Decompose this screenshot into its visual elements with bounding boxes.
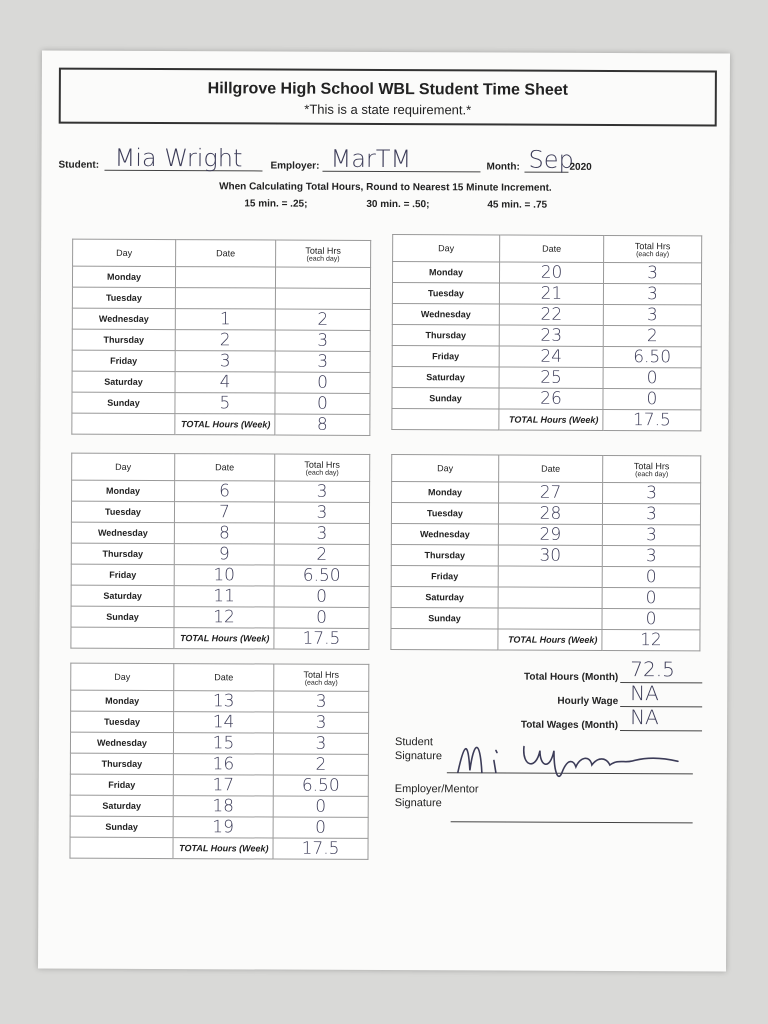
day-cell: Thursday bbox=[71, 543, 174, 564]
day-cell: Thursday bbox=[72, 329, 175, 350]
table-row bbox=[70, 774, 368, 796]
month-total-handwritten: 72.5 bbox=[630, 657, 675, 682]
date-cell[interactable]: 11 bbox=[174, 586, 274, 607]
date-header: Date bbox=[175, 454, 275, 481]
title-box bbox=[59, 68, 717, 127]
table-row bbox=[72, 350, 370, 372]
rounding-15: 15 min. = .25; bbox=[244, 198, 308, 210]
hours-cell[interactable]: 0 bbox=[275, 393, 370, 414]
hours-cell[interactable]: 6.50 bbox=[274, 565, 369, 586]
employer-signature-line[interactable] bbox=[451, 821, 693, 823]
table-row bbox=[392, 482, 701, 504]
hours-cell[interactable]: 3 bbox=[274, 502, 369, 523]
table-row bbox=[72, 371, 370, 393]
total-hrs-header: Total Hrs (each day) bbox=[604, 235, 702, 262]
hours-cell[interactable]: 3 bbox=[603, 283, 701, 304]
hours-cell[interactable]: 3 bbox=[274, 523, 369, 544]
date-cell[interactable]: 16 bbox=[173, 754, 273, 775]
month-total-row bbox=[419, 657, 702, 685]
total-hrs-header: Total Hrs (each day) bbox=[603, 455, 701, 482]
date-cell[interactable]: 14 bbox=[174, 712, 274, 733]
table-row bbox=[70, 816, 368, 838]
date-cell[interactable]: 28 bbox=[498, 503, 602, 524]
week-total-label: TOTAL Hours (Week) bbox=[173, 838, 273, 859]
rounding-30: 30 min. = .50; bbox=[366, 198, 430, 211]
week-total-row bbox=[72, 413, 370, 435]
month-total-label: Total Hours (Month) bbox=[524, 671, 619, 684]
day-cell: Tuesday bbox=[392, 283, 499, 304]
table-row bbox=[72, 287, 370, 309]
date-cell[interactable]: 23 bbox=[499, 325, 603, 346]
table-row bbox=[392, 325, 701, 347]
hours-cell[interactable]: 0 bbox=[603, 388, 701, 409]
hours-cell[interactable]: 0 bbox=[602, 608, 700, 629]
date-cell[interactable]: 1 bbox=[175, 309, 275, 330]
day-cell: Sunday bbox=[71, 606, 174, 627]
week-table-header bbox=[73, 239, 371, 267]
week-table-header bbox=[393, 235, 702, 263]
table-row bbox=[392, 304, 701, 326]
table-row bbox=[71, 585, 369, 607]
date-cell[interactable]: 18 bbox=[173, 796, 273, 817]
date-cell[interactable]: 27 bbox=[499, 482, 603, 503]
employer-signature-label-1: Employer/Mentor bbox=[394, 783, 479, 796]
day-cell: Monday bbox=[72, 266, 175, 287]
date-cell[interactable]: 5 bbox=[175, 393, 275, 414]
hourly-wage-row bbox=[419, 681, 702, 709]
table-row bbox=[72, 392, 370, 414]
student-signature-scribble bbox=[450, 726, 690, 787]
day-header: Day bbox=[72, 453, 175, 480]
day-cell: Sunday bbox=[392, 388, 499, 409]
total-wages-label: Total Wages (Month) bbox=[520, 719, 619, 732]
hours-cell[interactable]: 3 bbox=[602, 524, 700, 545]
rounding-note: When Calculating Total Hours, Round to Nearest 15 Minute Increment. bbox=[219, 181, 552, 194]
table-row bbox=[391, 608, 700, 630]
total-wages-handwritten: NA bbox=[630, 705, 659, 730]
week-total-row bbox=[71, 627, 369, 649]
week-total-value[interactable]: 17.5 bbox=[274, 628, 369, 649]
week-table-3 bbox=[70, 453, 370, 650]
hourly-wage-handwritten: NA bbox=[630, 681, 659, 706]
day-cell: Friday bbox=[391, 566, 498, 587]
date-cell[interactable]: 22 bbox=[499, 304, 603, 325]
table-row bbox=[391, 503, 700, 525]
table-row bbox=[391, 587, 700, 609]
date-cell[interactable]: 15 bbox=[173, 733, 273, 754]
hours-cell[interactable]: 3 bbox=[603, 262, 701, 283]
employer-signature-block bbox=[395, 783, 479, 809]
date-cell[interactable]: 10 bbox=[174, 565, 274, 586]
table-row bbox=[70, 753, 368, 775]
day-cell: Monday bbox=[72, 480, 175, 501]
week-total-spacer bbox=[71, 627, 174, 648]
date-cell[interactable]: 2 bbox=[175, 330, 275, 351]
date-cell[interactable]: 20 bbox=[499, 262, 603, 283]
week-total-row bbox=[70, 837, 368, 859]
day-cell: Thursday bbox=[391, 545, 498, 566]
date-cell[interactable] bbox=[175, 267, 275, 288]
hours-cell[interactable]: 3 bbox=[273, 733, 368, 754]
week-total-value[interactable]: 17.5 bbox=[603, 409, 701, 430]
hours-cell[interactable]: 3 bbox=[603, 304, 701, 325]
week-total-value[interactable]: 8 bbox=[275, 414, 370, 435]
week-total-label: TOTAL Hours (Week) bbox=[499, 409, 603, 430]
hours-cell[interactable]: 0 bbox=[602, 566, 700, 587]
date-header: Date bbox=[499, 455, 603, 482]
hours-cell[interactable] bbox=[275, 267, 370, 288]
month-label: Month: bbox=[486, 161, 520, 173]
week-table-header bbox=[392, 455, 701, 483]
hours-cell[interactable]: 3 bbox=[275, 330, 370, 351]
day-cell: Thursday bbox=[392, 325, 499, 346]
day-cell: Tuesday bbox=[71, 711, 174, 732]
table-row bbox=[391, 545, 700, 567]
day-cell: Friday bbox=[72, 350, 175, 371]
day-cell: Thursday bbox=[70, 753, 173, 774]
student-signature-label-2: Signature bbox=[394, 750, 443, 763]
hourly-wage-label: Hourly Wage bbox=[557, 695, 619, 708]
day-cell: Saturday bbox=[391, 587, 498, 608]
table-row bbox=[392, 262, 701, 284]
week-table-4 bbox=[390, 454, 701, 651]
table-row bbox=[70, 795, 368, 817]
hours-cell[interactable]: 0 bbox=[275, 372, 370, 393]
table-row bbox=[392, 367, 701, 389]
hours-cell[interactable]: 0 bbox=[274, 586, 369, 607]
hours-cell[interactable]: 3 bbox=[275, 481, 370, 502]
hours-cell[interactable]: 2 bbox=[603, 325, 701, 346]
day-cell: Friday bbox=[70, 774, 173, 795]
hours-cell[interactable]: 3 bbox=[602, 545, 700, 566]
hours-cell[interactable]: 2 bbox=[273, 754, 368, 775]
day-cell: Saturday bbox=[392, 367, 499, 388]
date-cell[interactable]: 8 bbox=[174, 523, 274, 544]
table-row bbox=[71, 564, 369, 586]
day-cell: Saturday bbox=[72, 371, 175, 392]
day-cell: Tuesday bbox=[72, 287, 175, 308]
day-cell: Friday bbox=[71, 564, 174, 585]
date-cell[interactable]: 25 bbox=[499, 367, 603, 388]
day-cell: Wednesday bbox=[391, 524, 498, 545]
week-total-spacer bbox=[392, 409, 499, 430]
date-cell[interactable] bbox=[498, 566, 602, 587]
year-value: 2020 bbox=[569, 161, 592, 173]
date-header: Date bbox=[174, 664, 274, 691]
week-table-5 bbox=[69, 663, 369, 860]
date-cell[interactable]: 9 bbox=[174, 544, 274, 565]
day-header: Day bbox=[392, 455, 499, 482]
time-sheet-page bbox=[38, 51, 730, 972]
rounding-45: 45 min. = .75 bbox=[487, 199, 548, 211]
week-total-value[interactable]: 17.5 bbox=[273, 838, 368, 859]
page-subtitle: *This is a state requirement.* bbox=[304, 101, 472, 118]
employer-label: Employer: bbox=[270, 160, 320, 172]
date-cell[interactable]: 26 bbox=[499, 388, 603, 409]
total-hrs-header: Total Hrs (each day) bbox=[276, 240, 371, 267]
hours-cell[interactable]: 3 bbox=[602, 503, 700, 524]
hours-cell[interactable]: 0 bbox=[274, 607, 369, 628]
week-total-label: TOTAL Hours (Week) bbox=[175, 414, 275, 435]
employer-name-handwritten: MarTM bbox=[330, 144, 412, 174]
table-row bbox=[71, 606, 369, 628]
table-row bbox=[71, 711, 369, 733]
date-cell[interactable]: 7 bbox=[174, 502, 274, 523]
page-title: Hillgrove High School WBL Student Time Sheet bbox=[207, 80, 569, 99]
day-cell: Saturday bbox=[71, 585, 174, 606]
hours-cell[interactable]: 0 bbox=[273, 796, 368, 817]
student-signature-block bbox=[395, 736, 442, 762]
date-cell[interactable]: 6 bbox=[175, 481, 275, 502]
week-total-label: TOTAL Hours (Week) bbox=[174, 628, 274, 649]
date-cell[interactable] bbox=[175, 288, 275, 309]
total-hrs-header: Total Hrs (each day) bbox=[274, 664, 369, 691]
table-row bbox=[392, 388, 701, 410]
table-row bbox=[71, 501, 369, 523]
student-label: Student: bbox=[58, 159, 100, 171]
day-cell: Wednesday bbox=[392, 304, 499, 325]
date-cell[interactable] bbox=[498, 587, 602, 608]
day-cell: Wednesday bbox=[70, 732, 173, 753]
week-total-row bbox=[392, 409, 701, 431]
date-cell[interactable]: 30 bbox=[498, 545, 602, 566]
hours-cell[interactable]: 2 bbox=[274, 544, 369, 565]
student-name-handwritten: Mia Wright bbox=[114, 143, 243, 173]
employer-signature-label-2: Signature bbox=[394, 797, 442, 810]
table-row bbox=[391, 524, 700, 546]
day-cell: Friday bbox=[392, 346, 499, 367]
date-cell[interactable]: 4 bbox=[175, 372, 275, 393]
day-cell: Tuesday bbox=[71, 501, 174, 522]
week-total-row bbox=[391, 629, 700, 651]
table-row bbox=[72, 329, 370, 351]
hours-cell[interactable] bbox=[275, 288, 370, 309]
table-row bbox=[72, 266, 370, 288]
table-row bbox=[71, 690, 369, 712]
table-row bbox=[391, 566, 700, 588]
hours-cell[interactable]: 3 bbox=[274, 691, 369, 712]
day-header: Day bbox=[71, 663, 174, 690]
date-cell[interactable]: 24 bbox=[499, 346, 603, 367]
week-table-header bbox=[72, 453, 370, 481]
hours-cell[interactable]: 0 bbox=[602, 587, 700, 608]
date-cell[interactable] bbox=[498, 608, 602, 629]
hours-cell[interactable]: 0 bbox=[603, 367, 701, 388]
hours-cell[interactable]: 3 bbox=[275, 351, 370, 372]
date-cell[interactable]: 3 bbox=[175, 351, 275, 372]
week-total-value[interactable]: 12 bbox=[602, 629, 700, 650]
hours-cell[interactable]: 6.50 bbox=[273, 775, 368, 796]
week-total-label: TOTAL Hours (Week) bbox=[498, 629, 602, 650]
table-row bbox=[71, 522, 369, 544]
day-cell: Sunday bbox=[70, 816, 173, 837]
date-cell[interactable]: 12 bbox=[174, 607, 274, 628]
day-cell: Monday bbox=[392, 482, 499, 503]
day-cell: Wednesday bbox=[71, 522, 174, 543]
day-cell: Sunday bbox=[391, 608, 498, 629]
week-total-spacer bbox=[391, 629, 498, 650]
student-info-row bbox=[58, 143, 718, 178]
day-header: Day bbox=[393, 235, 500, 262]
table-row bbox=[71, 543, 369, 565]
date-cell[interactable]: 13 bbox=[174, 691, 274, 712]
hours-cell[interactable]: 3 bbox=[274, 712, 369, 733]
week-total-spacer bbox=[72, 413, 175, 434]
day-cell: Sunday bbox=[72, 392, 175, 413]
hours-cell[interactable]: 6.50 bbox=[603, 346, 701, 367]
day-cell: Saturday bbox=[70, 795, 173, 816]
day-cell: Monday bbox=[71, 690, 174, 711]
hours-cell[interactable]: 3 bbox=[603, 482, 701, 503]
table-row bbox=[70, 732, 368, 754]
week-table-header bbox=[71, 663, 369, 691]
day-cell: Monday bbox=[392, 262, 499, 283]
table-row bbox=[392, 283, 701, 305]
total-hrs-header: Total Hrs (each day) bbox=[275, 454, 370, 481]
table-row bbox=[72, 308, 370, 330]
student-signature-label-1: Student bbox=[394, 736, 433, 749]
table-row bbox=[72, 480, 370, 502]
hours-cell[interactable]: 2 bbox=[275, 309, 370, 330]
date-header: Date bbox=[176, 240, 276, 267]
day-cell: Wednesday bbox=[72, 308, 175, 329]
date-header: Date bbox=[500, 235, 604, 262]
date-cell[interactable]: 29 bbox=[498, 524, 602, 545]
week-total-spacer bbox=[70, 837, 173, 858]
month-handwritten: Sep bbox=[528, 145, 574, 174]
date-cell[interactable]: 17 bbox=[173, 775, 273, 796]
hours-cell[interactable]: 0 bbox=[273, 817, 368, 838]
day-header: Day bbox=[73, 239, 176, 266]
date-cell[interactable]: 21 bbox=[499, 283, 603, 304]
date-cell[interactable]: 19 bbox=[173, 817, 273, 838]
table-row bbox=[392, 346, 701, 368]
week-table-2 bbox=[391, 234, 702, 431]
day-cell: Tuesday bbox=[391, 503, 498, 524]
week-table-1 bbox=[71, 239, 371, 436]
